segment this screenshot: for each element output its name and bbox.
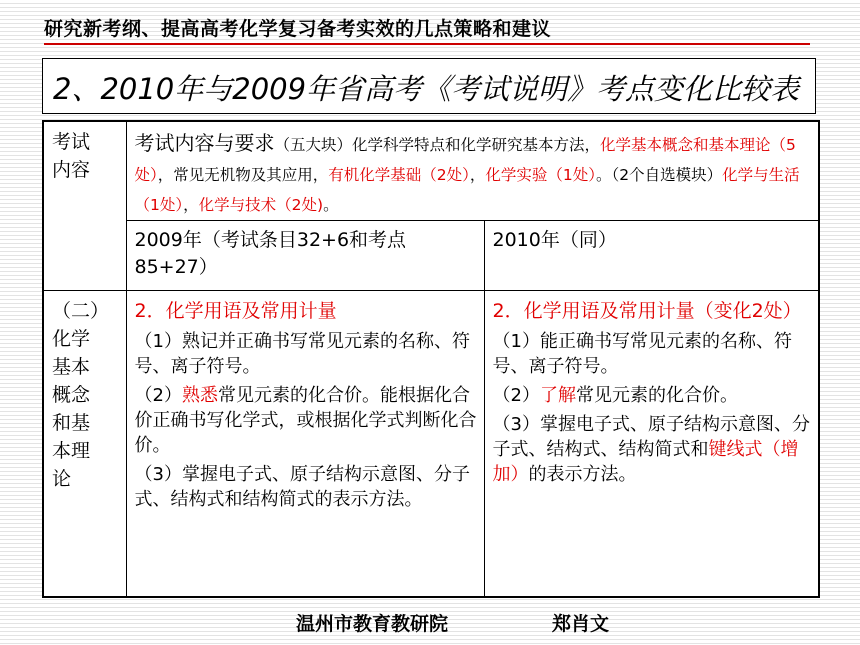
comparison-table [42, 120, 820, 598]
left-item-2-prefix: （2） [134, 385, 182, 406]
req-red-4: 化学与生活（1处） [134, 166, 800, 214]
row-label-basic-concepts [43, 291, 126, 598]
req-text-6: 。 [323, 196, 339, 214]
header-2009: 2009年（考试条目32+6和考点85+27） [126, 221, 484, 291]
req-red-3: 化学实验（1处） [485, 166, 597, 184]
right-item-1: （1）能正确书写常见元素的名称、符号、离子符号。 [492, 331, 792, 377]
left-heading: 2．化学用语及常用计量 [134, 300, 337, 322]
slide-header: 研究新考纲、提高高考化学复习备考实效的几点策略和建议 [44, 18, 552, 40]
req-red-5: 化学与技术（2处) [198, 196, 324, 214]
cell-2010-content [484, 291, 819, 598]
req-text-1: （五大块）化学科学特点和化学研究基本方法， [274, 136, 601, 154]
title-box [42, 58, 816, 114]
req-red-2: 有机化学基础（2处） [328, 166, 470, 184]
header-2010: 2010年（同） [484, 221, 819, 291]
left-item-1: （1）熟记并正确书写常见元素的名称、符号、离子符号。 [134, 331, 470, 377]
slide-title: 2、2010年与2009年省高考《考试说明》考点变化比较表 [53, 72, 800, 106]
req-text-5: ， [183, 196, 199, 214]
row-label-2-text: （二） 化学 基本 概念 和基 本理 论 [52, 300, 110, 490]
right-item-2-prefix: （2） [492, 385, 540, 406]
footer-org: 温州市教育教研院 [296, 613, 449, 635]
row-label-exam-content [43, 121, 126, 291]
req-text-3: ， [469, 166, 486, 184]
left-item-2 [135, 383, 478, 458]
cell-2009-content [126, 291, 484, 598]
req-red-1: 化学基本概念和基本理论（5处） [134, 136, 796, 184]
req-text-2: ，常见无机物及其应用， [157, 166, 329, 184]
left-item-2-highlight: 熟悉 [181, 385, 218, 406]
requirements-lead: 考试内容与要求 [134, 131, 275, 155]
req-text-4: 。（2个自选模块） [596, 166, 723, 184]
right-item-2-text: 常见元素的化合价。 [575, 385, 738, 406]
right-item-3-suffix: 的表示方法。 [528, 464, 637, 485]
left-item-3: （3）掌握电子式、原子结构示意图、分子式、结构式和结构简式的表示方法。 [134, 464, 470, 510]
right-item-3 [493, 412, 813, 487]
requirements-cell [126, 121, 819, 221]
right-item-3-text: （3）掌握电子式、原子结构示意图、分子式、结构式、结构简式和 [492, 414, 810, 460]
row-label-text: 考试 内容 [52, 131, 91, 181]
header-divider [44, 43, 810, 45]
right-item-2-highlight: 了解 [539, 385, 576, 406]
right-item-2 [493, 383, 813, 408]
right-item-3-highlight: 键线式（增加） [492, 439, 799, 485]
right-heading: 2．化学用语及常用计量（变化2处） [492, 300, 802, 322]
footer-author: 郑肖文 [552, 613, 610, 635]
left-item-2-text: 常见元素的化合价。能根据化合价正确书写化学式，或根据化学式判断化合价。 [134, 385, 477, 456]
